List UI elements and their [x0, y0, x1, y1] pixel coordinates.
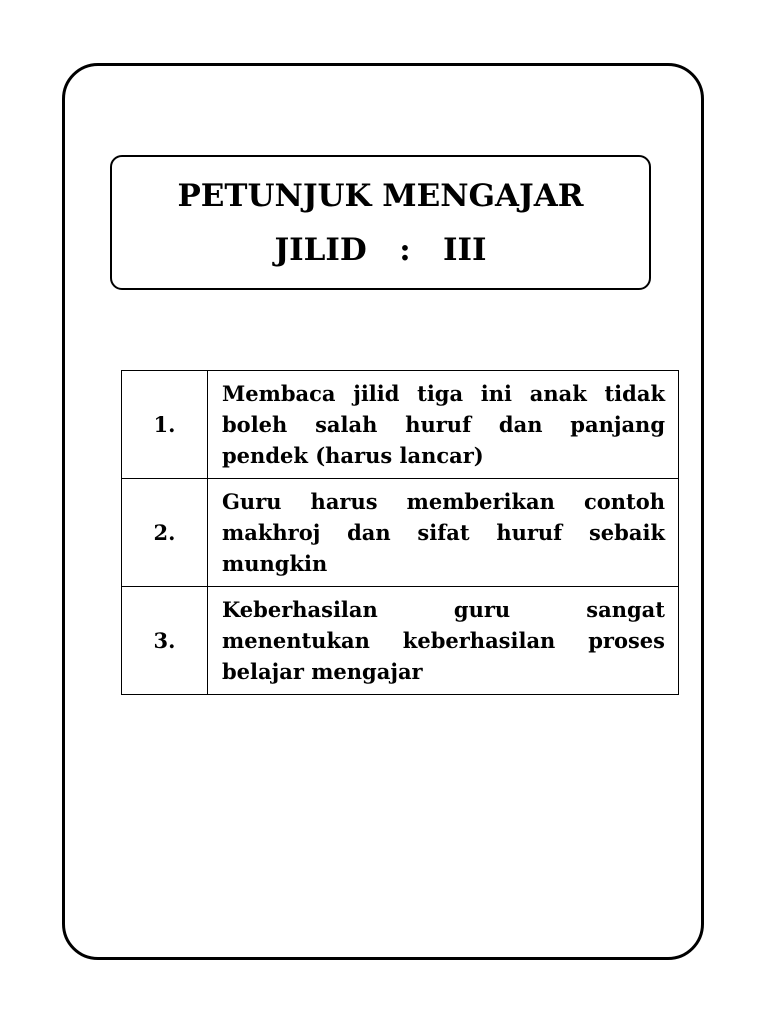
title-box — [110, 155, 651, 290]
table-row — [122, 371, 679, 479]
instruction-text: Keberhasilan guru sangat menentukan keberhasilan proses belajar mengajar — [208, 587, 679, 695]
row-number: 2. — [122, 479, 208, 587]
instruction-text: Guru harus memberikan contoh makhroj dan sifat huruf sebaik mungkin — [208, 479, 679, 587]
table-row — [122, 479, 679, 587]
instructions-table — [121, 370, 679, 695]
table-row — [122, 587, 679, 695]
page-title: PETUNJUK MENGAJAR — [177, 178, 584, 214]
instruction-text: Membaca jilid tiga ini anak tidak boleh salah huruf dan panjang pendek (harus lancar) — [208, 371, 679, 479]
row-number: 3. — [122, 587, 208, 695]
volume-label: JILID : III — [274, 232, 487, 268]
row-number: 1. — [122, 371, 208, 479]
